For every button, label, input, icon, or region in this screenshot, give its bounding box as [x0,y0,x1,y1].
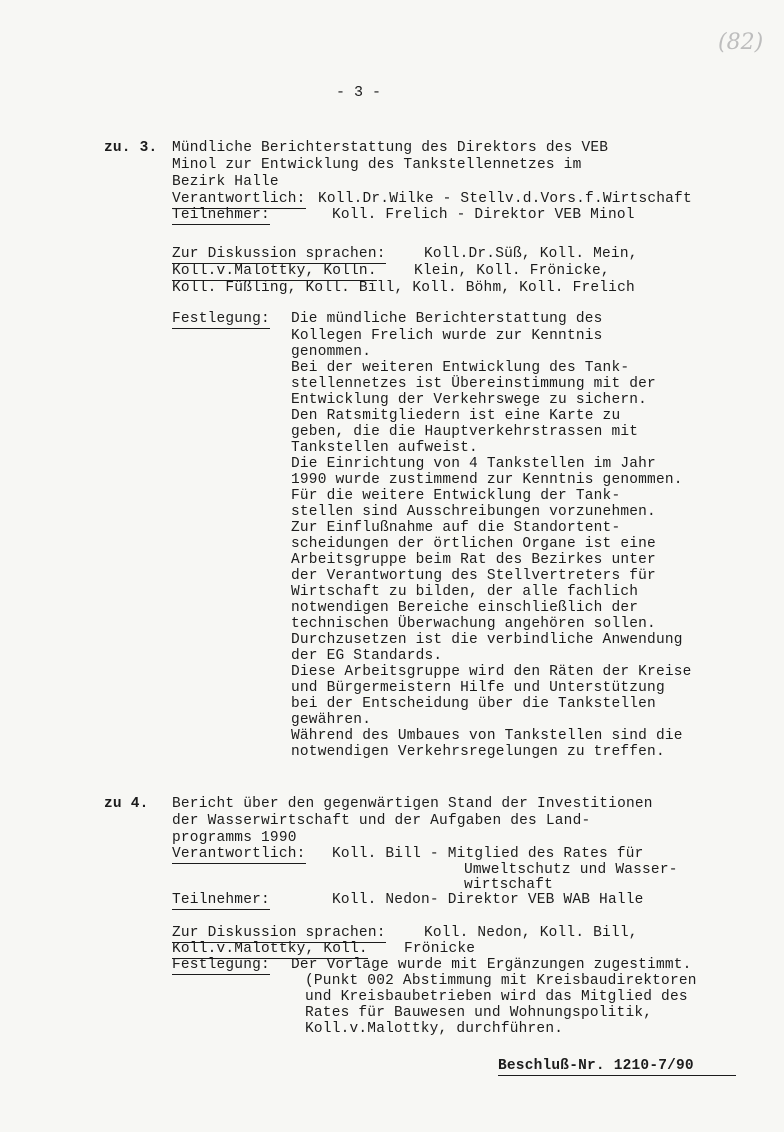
decision-text-line: Bei der weiteren Entwicklung des Tank- [291,360,630,376]
discussion-speakers: Koll. Füßling, Koll. Bill, Koll. Böhm, Koll. Frelich [172,280,635,296]
decision-text-line: bei der Entscheidung über die Tankstellen [291,696,656,712]
participants-label: Teilnehmer: [172,892,270,908]
item-number: zu. 3. [104,140,158,156]
decision-text-line: Rates für Bauwesen und Wohnungspolitik, [305,1005,653,1021]
decision-text-line: stellen sind Ausschreibungen vorzunehmen. [291,504,656,520]
responsible-label: Verantwortlich: [172,191,306,207]
discussion-speakers: Koll. Nedon, Koll. Bill, [424,925,638,941]
decision-text-line: Kollegen Frelich wurde zur Kenntnis [291,328,603,344]
responsible-label: Verantwortlich: [172,846,306,862]
item-number: zu 4. [104,796,149,812]
participants-label: Teilnehmer: [172,207,270,223]
decision-text-line: Während des Umbaues von Tankstellen sind die [291,728,683,744]
page-number: - 3 - [336,84,382,101]
discussion-speakers: Koll.Dr.Süß, Koll. Mein, [424,246,638,262]
decision-text-line: und Bürgermeistern Hilfe und Unterstützung [291,680,665,696]
item-title-line: programms 1990 [172,830,297,846]
resolution-number: Beschluß-Nr. 1210-7/90 [498,1058,694,1074]
decision-text-line: gewähren. [291,712,372,728]
item-title-line: Mündliche Berichterstattung des Direktors des VEB [172,140,609,156]
decision-text-line: Diese Arbeitsgruppe wird den Räten der Kreise [291,664,692,680]
item-title-line: Minol zur Entwicklung des Tankstellennetzes im [172,157,582,173]
decision-text-line: Für die weitere Entwicklung der Tank- [291,488,621,504]
decision-text-line: der Verantwortung des Stellvertreters für [291,568,656,584]
decision-text-line: geben, die die Hauptverkehrstrassen mit [291,424,639,440]
decision-text-line: Die mündliche Berichterstattung des [291,311,603,327]
handwritten-page-mark: (82) [718,30,764,55]
decision-text-line: Arbeitsgruppe beim Rat des Bezirkes unter [291,552,656,568]
item-title-line: Bericht über den gegenwärtigen Stand der Investitionen [172,796,653,812]
decision-text-line: Zur Einflußnahme auf die Standortent- [291,520,621,536]
discussion-speakers: Klein, Koll. Frönicke, [414,263,610,279]
decision-text-line: stellennetzes ist Übereinstimmung mit der [291,376,656,392]
participants-value: Koll. Nedon- Direktor VEB WAB Halle [332,892,644,908]
decision-text-line: scheidungen der örtlichen Organe ist eine [291,536,656,552]
decision-text-line: Koll.v.Malottky, durchführen. [305,1021,564,1037]
decision-text-line: genommen. [291,344,372,360]
resolution-underline [498,1075,736,1076]
decision-label: Festlegung: [172,311,270,327]
discussion-label: Zur Diskussion sprachen: [172,925,386,941]
decision-text-line: der EG Standards. [291,648,443,664]
decision-text-line: Durchzusetzen ist die verbindliche Anwendung [291,632,683,648]
decision-text-line: Wirtschaft zu bilden, der alle fachlich [291,584,639,600]
decision-text-line: Entwicklung der Verkehrswege zu sichern. [291,392,648,408]
participants-value: Koll. Frelich - Direktor VEB Minol [332,207,635,223]
decision-text-line: technischen Überwachung angehören sollen. [291,616,656,632]
responsible-value: Koll.Dr.Wilke - Stellv.d.Vors.f.Wirtschaft [318,191,692,207]
decision-label: Festlegung: [172,957,270,973]
discussion-speakers: Koll.v.Malottky, Kolln. [172,263,377,279]
decision-text-line: und Kreisbaubetrieben wird das Mitglied des [305,989,688,1005]
responsible-value: wirtschaft [464,877,554,893]
item-title-line: der Wasserwirtschaft und der Aufgaben des Land- [172,813,591,829]
item-title-line: Bezirk Halle [172,174,279,190]
decision-text-line: Die Einrichtung von 4 Tankstellen im Jahr [291,456,656,472]
responsible-value: Umweltschutz und Wasser- [464,862,678,878]
decision-text-line: Tankstellen aufweist. [291,440,478,456]
decision-text-line: Der Vorlage wurde mit Ergänzungen zugestimmt. [291,957,692,973]
responsible-value: Koll. Bill - Mitglied des Rates für [332,846,644,862]
decision-text-line: notwendigen Verkehrsregelungen zu treffen. [291,744,665,760]
discussion-label: Zur Diskussion sprachen: [172,246,386,262]
decision-text-line: notwendigen Bereiche einschließlich der [291,600,639,616]
decision-text-line: (Punkt 002 Abstimmung mit Kreisbaudirektoren [305,973,697,989]
discussion-speakers: Frönicke [404,941,476,957]
discussion-speakers: Koll.v.Malottky, Koll. [172,941,368,957]
decision-text-line: Den Ratsmitgliedern ist eine Karte zu [291,408,621,424]
decision-text-line: 1990 wurde zustimmend zur Kenntnis genommen. [291,472,683,488]
